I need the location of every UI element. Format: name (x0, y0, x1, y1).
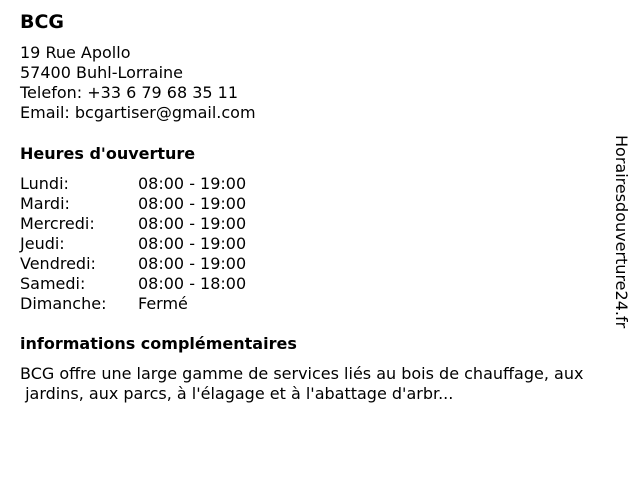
time-value: Fermé (138, 294, 188, 313)
time-value: 08:00 - 19:00 (138, 214, 247, 233)
email-address: Email: bcgartiser@gmail.com (20, 103, 256, 122)
time-value: 08:00 - 19:00 (138, 234, 247, 253)
address-city: 57400 Buhl-Lorraine (20, 63, 183, 82)
day-label: Vendredi: (20, 254, 96, 273)
business-description (20, 364, 640, 404)
day-label: Lundi: (20, 174, 69, 193)
opening-hours-table (20, 174, 246, 314)
day-label: Jeudi: (20, 234, 65, 253)
phone-number: Telefon: +33 6 79 68 35 11 (20, 83, 239, 102)
hours-row-thursday (20, 234, 246, 254)
hours-row-monday (20, 174, 246, 194)
hours-row-tuesday (20, 194, 246, 214)
day-label: Samedi: (20, 274, 86, 293)
time-value: 08:00 - 18:00 (138, 274, 247, 293)
hours-row-friday (20, 254, 246, 274)
day-label: Dimanche: (20, 294, 107, 313)
time-value: 08:00 - 19:00 (138, 194, 247, 213)
day-label: Mercredi: (20, 214, 95, 233)
site-watermark: Horairesdouverture24.fr (612, 135, 631, 329)
time-value: 08:00 - 19:00 (138, 174, 247, 193)
contact-block (20, 43, 256, 123)
opening-hours-heading: Heures d'ouverture (20, 144, 196, 163)
address-street: 19 Rue Apollo (20, 43, 131, 62)
time-value: 08:00 - 19:00 (138, 254, 247, 273)
day-label: Mardi: (20, 194, 70, 213)
hours-row-sunday (20, 294, 246, 314)
additional-info-heading: informations complémentaires (20, 334, 297, 353)
hours-row-saturday (20, 274, 246, 294)
hours-row-wednesday (20, 214, 246, 234)
description-line: BCG offre une large gamme de services liés au bois de chauffage, aux (20, 364, 584, 383)
description-line: jardins, aux parcs, à l'élagage et à l'abattage d'arbr... (20, 384, 454, 403)
business-name: BCG (20, 11, 65, 33)
